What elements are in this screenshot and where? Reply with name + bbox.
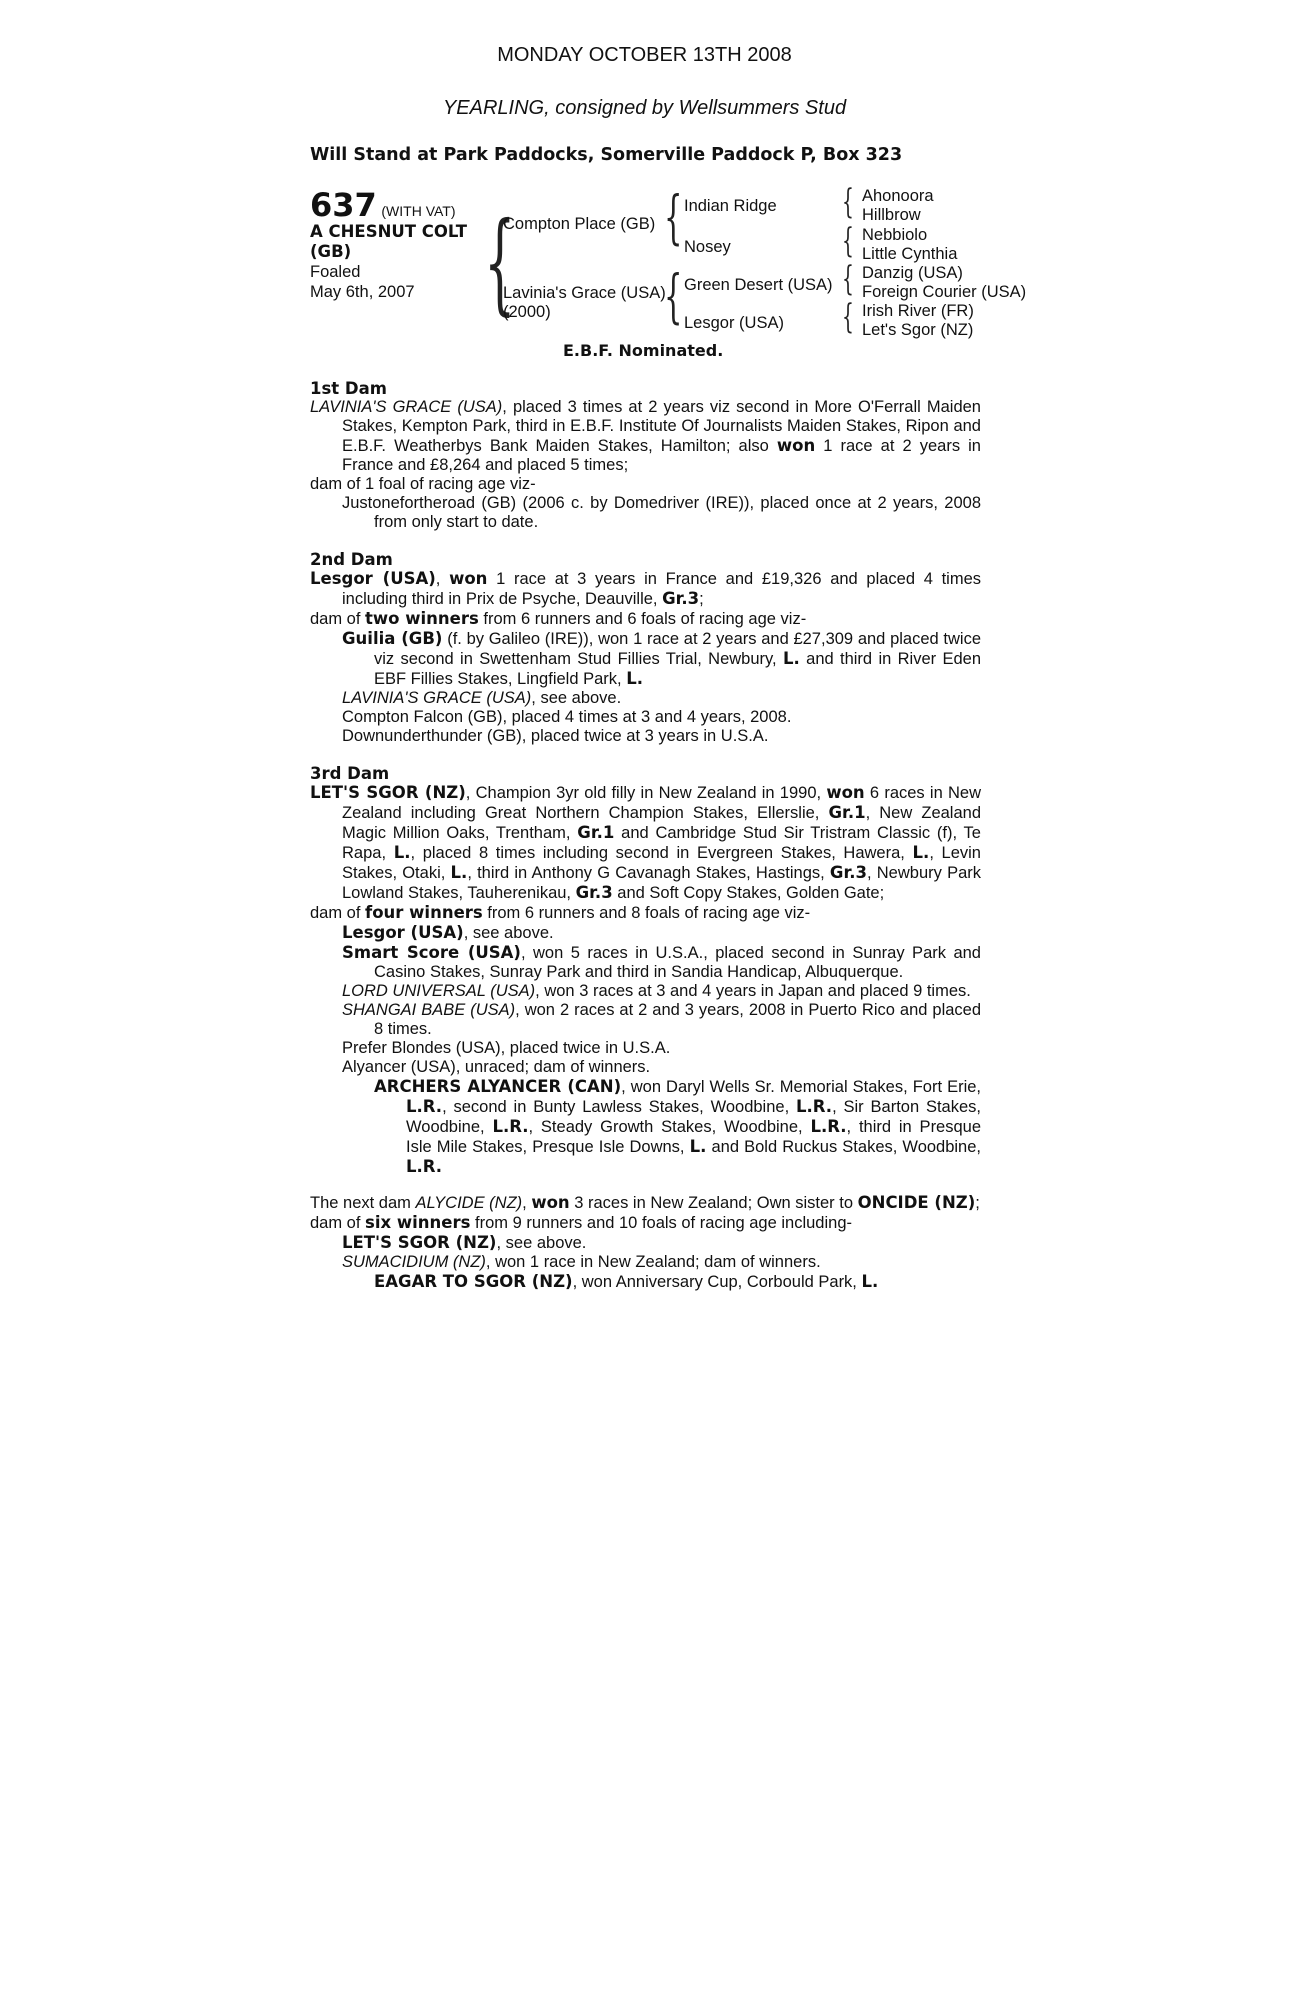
winners-count: two winners [365,609,479,628]
pedigree-sss: Ahonoora [862,187,934,205]
record-text: , won Daryl Wells Sr. Memorial Stakes, Fort Erie, [621,1078,981,1096]
third-dam-name: LET'S SGOR (NZ) [310,783,466,802]
first-dam-text-2: 1 race at 2 years in France and £8,264 and placed 5 times; [342,437,981,474]
produce-lets-sgor [310,1233,981,1253]
pedigree-brace-g2: { [842,221,854,261]
dam-of-text: dam of [310,904,366,922]
record-text: and Bold Ruckus Stakes, Woodbine, [706,1138,981,1156]
listed-label: L.R. [406,1157,443,1176]
pedigree-dsd: Foreign Courier (USA) [862,283,1027,301]
record-text: , Steady Growth Stakes, Woodbine, [528,1118,811,1136]
grade-label: Gr.3 [829,863,867,882]
third-dam-record [310,783,981,903]
stand-location: Will Stand at Park Paddocks, Somerville Paddock P, Box 323 [310,145,903,165]
record-text: and Cambridge Stud Sir Tristram Classic (f), Te Rapa, [342,824,981,862]
record-text: 3 races in New Zealand; Own sister to [569,1194,858,1212]
dam-of-text: dam of [310,1214,366,1232]
produce-shangai-babe [310,1001,981,1039]
separator: , [522,1194,532,1212]
produce-alyancer: Alyancer (USA), unraced; dam of winners. [342,1058,651,1076]
produce-prefer-blondes: Prefer Blondes (USA), placed twice in U.S.A. [342,1039,671,1057]
record-text: , third in Anthony G Cavanagh Stakes, Hastings, [467,864,830,882]
pedigree-dam-sire: Green Desert (USA) [684,276,833,294]
first-dam-record [310,398,981,475]
record-text: 6 races in New Zealand including Great Northern Champion Stakes, Ellerslie, [342,784,981,822]
horse-name: EAGAR TO SGOR (NZ) [374,1272,573,1291]
first-dam-foal: Justonefortheroad (GB) (2006 c. by Domedriver (IRE)), placed once at 2 years, 2008 from only start to date. [342,494,981,531]
third-dam-heading: 3rd Dam [310,764,390,783]
grade-label: Gr.3 [662,589,700,608]
pedigree-ssd: Hillbrow [862,206,921,224]
pedigree-ddd: Let's Sgor (NZ) [862,321,974,339]
pedigree-brace-g4: { [842,297,854,337]
dam-of-text-2: from 9 runners and 10 foals of racing age including- [470,1214,852,1232]
produce-eagar-to-sgor [310,1272,981,1292]
next-dam-record [310,1193,981,1213]
horse-record: , won Anniversary Cup, Corbould Park, [572,1273,862,1291]
horse-record: , won 1 race in New Zealand; dam of winners. [485,1253,821,1271]
foaled-label: Foaled [310,263,361,281]
listed-label: L. [783,649,800,668]
ebf-nominated: E.B.F. Nominated. [563,341,724,360]
horse-record: , see above. [496,1234,587,1252]
horse-name: SUMACIDIUM (NZ) [342,1253,486,1271]
pedigree-brace-main: { [484,198,516,326]
produce-guilia [310,629,981,689]
listed-label: L. [689,1137,707,1156]
pedigree-sire-dam: Nosey [684,238,731,256]
listed-label: L. [450,863,468,882]
record-text: The next dam [310,1194,416,1212]
pedigree-sire: Compton Place (GB) [503,215,656,233]
pedigree-brace-g3: { [842,259,854,299]
horse-record: , see above. [463,924,554,942]
sale-date: MONDAY OCTOBER 13TH 2008 [497,44,792,66]
horse-name: LET'S SGOR (NZ) [342,1233,497,1252]
next-dam-name: ALYCIDE (NZ) [415,1194,523,1212]
foaled-date: May 6th, 2007 [310,283,415,301]
record-text: , Newbury Park Lowland Stakes, Tauherenikau, [342,864,981,902]
winners-count: six winners [365,1213,471,1232]
record-text: , Sir Barton Stakes, Woodbine, [406,1098,981,1136]
won-label: won [531,1193,570,1212]
won-label: won [776,436,816,455]
pedigree-sds: Nebbiolo [862,226,928,244]
grade-label: Gr.1 [577,823,615,842]
second-dam-name: Lesgor (USA) [310,569,436,588]
horse-name: LAVINIA'S GRACE (USA) [342,689,532,707]
first-dam-produce-intro: dam of 1 foal of racing age viz- [310,475,536,493]
record-text: , third in Presque Isle Mile Stakes, Presque Isle Downs, [406,1118,982,1156]
dam-of-text-2: from 6 runners and 6 foals of racing age viz- [478,610,807,628]
first-dam-heading: 1st Dam [310,379,387,398]
listed-label: L. [626,669,643,688]
pedigree-brace-sire: { [664,183,683,251]
produce-compton-falcon: Compton Falcon (GB), placed 4 times at 3 and 4 years, 2008. [342,708,792,726]
horse-record: , won 2 races at 2 and 3 years, 2008 in Puerto Rico and placed 8 times. [374,1001,982,1038]
horse-name: Guilia (GB) [342,629,443,648]
produce-lesgor [310,923,981,943]
pedigree-dam: Lavinia's Grace (USA) [503,284,666,302]
lot-info [310,188,495,302]
first-dam-name: LAVINIA'S GRACE (USA) [310,398,503,416]
produce-record [310,379,981,1292]
second-dam-text: 1 race at 3 years in France and £19,326 and placed 4 times including third in Prix de Psyche, Deauville, [342,570,982,608]
pedigree-dam-dam: Lesgor (USA) [684,314,784,332]
next-dam-produce-intro [310,1213,981,1233]
listed-label: L. [912,843,930,862]
horse-name: Smart Score (USA) [342,943,521,962]
grade-label: Gr.1 [828,803,866,822]
horse-record: (f. by Galileo (IRE)), won 1 race at 2 years and £27,309 and placed twice viz second in Swettenham Stud Fillies Trial, Newbury, [374,630,981,668]
lot-name-line1: A CHESNUT COLT [310,222,467,241]
dam-of-text: dam of [310,610,366,628]
spacer [310,1177,981,1193]
lot-number: 637 [310,186,377,224]
listed-label: L.R. [406,1097,443,1116]
listed-label: L.R. [810,1117,847,1136]
second-dam-heading: 2nd Dam [310,550,393,569]
pedigree-sdd: Little Cynthia [862,245,958,263]
horse-record: , won 5 races in U.S.A., placed second in Sunray Park and Casino Stakes, Sunray Park and third in Sandia Handicap, Albuquerque. [374,944,981,981]
horse-name: ONCIDE (NZ) [857,1193,976,1212]
record-text: , second in Bunty Lawless Stakes, Woodbine, [442,1098,797,1116]
horse-record: , won 3 races at 3 and 4 years in Japan and placed 9 times. [535,982,971,1000]
produce-sumacidium [310,1253,981,1272]
third-dam-produce-intro [310,903,981,923]
won-label: won [449,569,488,588]
pedigree-dss: Danzig (USA) [862,264,963,282]
produce-archers-alyancer [310,1077,981,1177]
pedigree-brace-dam: { [664,262,683,330]
produce-lavinia [310,689,981,708]
pedigree-dds: Irish River (FR) [862,302,974,320]
listed-label: L. [861,1272,879,1291]
horse-record-2: and third in River Eden EBF Fillies Stakes, Lingfield Park, [374,650,982,688]
pedigree-brace-g1: { [842,182,854,222]
record-text: , Levin Stakes, Otaki, [342,844,981,882]
vat-note: (WITH VAT) [381,203,456,219]
horse-name: SHANGAI BABE (USA) [342,1001,516,1019]
separator: ; [975,1194,980,1212]
record-text: , New Zealand Magic Million Oaks, Trentham, [342,804,981,842]
won-label: won [826,783,865,802]
grade-label: Gr.3 [575,883,613,902]
pedigree-sire-sire: Indian Ridge [684,197,777,215]
listed-label: L.R. [796,1097,833,1116]
second-dam-produce-intro [310,609,981,629]
listed-label: L.R. [492,1117,529,1136]
listed-label: L. [393,843,411,862]
pedigree-dam-year: (2000) [503,303,551,321]
record-text: , placed 8 times including second in Evergreen Stakes, Hawera, [410,844,913,862]
dam-of-text-2: from 6 runners and 8 foals of racing age viz- [482,904,811,922]
first-dam-text: , placed 3 times at 2 years viz second in More O'Ferrall Maiden Stakes, Kempton Park, third in E.B.F. Institute Of Journalists Maiden Stakes, Ripon and E.B.F. Weatherbys Bank Maiden Stakes, Hamilton; also [342,398,981,455]
produce-downunderthunder: Downunderthunder (GB), placed twice at 3 years in U.S.A. [342,727,769,745]
horse-name: LORD UNIVERSAL (USA) [342,982,536,1000]
horse-name: ARCHERS ALYANCER (CAN) [374,1077,622,1096]
separator: , [435,570,450,588]
lot-subtitle: YEARLING, consigned by Wellsummers Stud [442,97,847,119]
winners-count: four winners [365,903,483,922]
record-text: and Soft Copy Stakes, Golden Gate; [612,884,885,902]
horse-record: , see above. [531,689,622,707]
lot-name-line2: (GB) [310,242,352,261]
record-text: , Champion 3yr old filly in New Zealand in 1990, [465,784,827,802]
produce-lord-universal [310,982,981,1001]
separator: ; [699,590,704,608]
horse-name: Lesgor (USA) [342,923,464,942]
produce-smart-score [310,943,981,982]
second-dam-record [310,569,981,609]
